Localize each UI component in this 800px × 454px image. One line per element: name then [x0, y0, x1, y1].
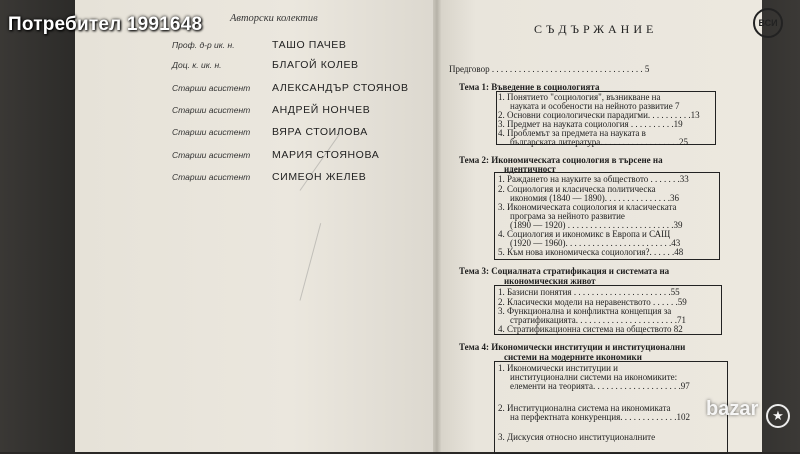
author-role: Доц. к. ик. н.	[172, 60, 222, 70]
toc-item: институционални системи на икономиките:	[510, 372, 678, 382]
toc-topic-heading: икономическия живот	[504, 276, 596, 286]
author-row	[172, 150, 422, 164]
toc-item: 4. Стратификационна система на обществото 82	[498, 324, 683, 334]
author-role: Старши асистент	[172, 150, 251, 160]
toc-item: българската литература. . . . . . . . . . . . . . . . . .25	[510, 137, 689, 147]
toc-topic-heading: Тема 4: Икономически институции и институционални	[459, 342, 686, 352]
toc-title: СЪДЪРЖАНИЕ	[534, 22, 658, 36]
author-name: ВЯРА СТОИЛОВА	[272, 126, 368, 138]
toc-item: 3. Дискусия относно институционалните	[498, 432, 656, 442]
author-name: БЛАГОЙ КОЛЕВ	[272, 59, 359, 71]
toc-item: 1. Базисни понятия . . . . . . . . . . . . . . . . . . . . . .55	[498, 287, 680, 297]
toc-item: 4. Проблемът за предмета на науката в	[498, 128, 646, 138]
author-name: АНДРЕЙ НОНЧЕВ	[272, 104, 371, 116]
toc-item: елементи на теорията. . . . . . . . . . . . . . . . . . . .97	[510, 381, 690, 391]
toc-topic-heading: системи на модерните икономики	[504, 352, 642, 362]
author-role: Проф. д-р ик. н.	[172, 40, 235, 50]
toc-item: 1. Понятието "социология", възникване на	[498, 92, 661, 102]
toc-topic-heading: Тема 3: Социалната стратификация и системата на	[459, 266, 670, 276]
toc-item: (1890 — 1920) . . . . . . . . . . . . . . . . . . . . . . . .39	[510, 220, 683, 230]
author-role: Старши асистент	[172, 83, 251, 93]
toc-topic-heading: Тема 1: Въведение в социологията	[459, 82, 600, 92]
toc-item: 2. Основни социологически парадигми. . . . . . . . . .13	[498, 110, 700, 120]
toc-item: 2. Класически модели на неравенството . . . . . .59	[498, 297, 687, 307]
author-row	[172, 83, 422, 97]
toc-preface: Предговор . . . . . . . . . . . . . . . . . . . . . . . . . . . . . . . . . . 5	[449, 64, 650, 74]
toc-item: 1. Икономически институции и	[498, 363, 618, 373]
author-name: МАРИЯ СТОЯНОВА	[272, 149, 380, 161]
toc-item: на перфектната конкуренция. . . . . . . . . . . . .102	[510, 412, 691, 422]
toc-topic-heading: Тема 2: Икономическата социология в търсене на	[459, 155, 663, 165]
publisher-logo-icon: ВСИ	[753, 8, 783, 38]
toc-item: (1920 — 1960). . . . . . . . . . . . . . . . . . . . . . . .43	[510, 238, 681, 248]
author-row	[172, 172, 422, 186]
toc-item: стратификацията. . . . . . . . . . . . . . . . . . . . . . .71	[510, 315, 686, 325]
toc-topic-heading: идентичност	[504, 164, 556, 174]
toc-item: програма за нейното развитие	[510, 211, 625, 221]
author-name: ТАШО ПАЧЕВ	[272, 39, 347, 51]
watermark-logo: bazar	[706, 398, 759, 420]
author-name: СИМЕОН ЖЕЛЕВ	[272, 171, 367, 183]
toc-item: 3. Функционална и конфликтна концепция за	[498, 306, 672, 316]
author-name: АЛЕКСАНДЪР СТОЯНОВ	[272, 82, 409, 94]
authors-title: Авторски колектив	[230, 13, 318, 24]
user-label[interactable]: Потребител 1991648	[8, 14, 203, 35]
toc-item: икономия (1840 — 1890). . . . . . . . . . . . . . .36	[510, 193, 680, 203]
toc-item: 5. Към нова икономическа социология?. . . . . .48	[498, 247, 684, 257]
toc-item: 2. Институционална система на икономиката	[498, 403, 671, 413]
toc-item: 3. Предмет на науката социология . . . . . . . . . .19	[498, 119, 683, 129]
toc-item: 2. Социология и класическа политическа	[498, 184, 656, 194]
toc-item: науката и особености на нейното развитие 7	[510, 101, 680, 111]
author-role: Старши асистент	[172, 172, 251, 182]
star-icon: ★	[766, 404, 790, 428]
toc-item: 4. Социология и икономикс в Европа и САЩ	[498, 229, 671, 239]
author-role: Старши асистент	[172, 105, 251, 115]
author-role: Старши асистент	[172, 127, 251, 137]
toc-item: 3. Икономическата социология и класическата	[498, 202, 677, 212]
book-spine	[433, 0, 441, 452]
author-row	[172, 60, 422, 74]
toc-item: 1. Раждането на науките за обществото . . . . . . .33	[498, 174, 689, 184]
author-row	[172, 127, 422, 141]
author-row	[172, 105, 422, 119]
author-row	[172, 40, 422, 54]
